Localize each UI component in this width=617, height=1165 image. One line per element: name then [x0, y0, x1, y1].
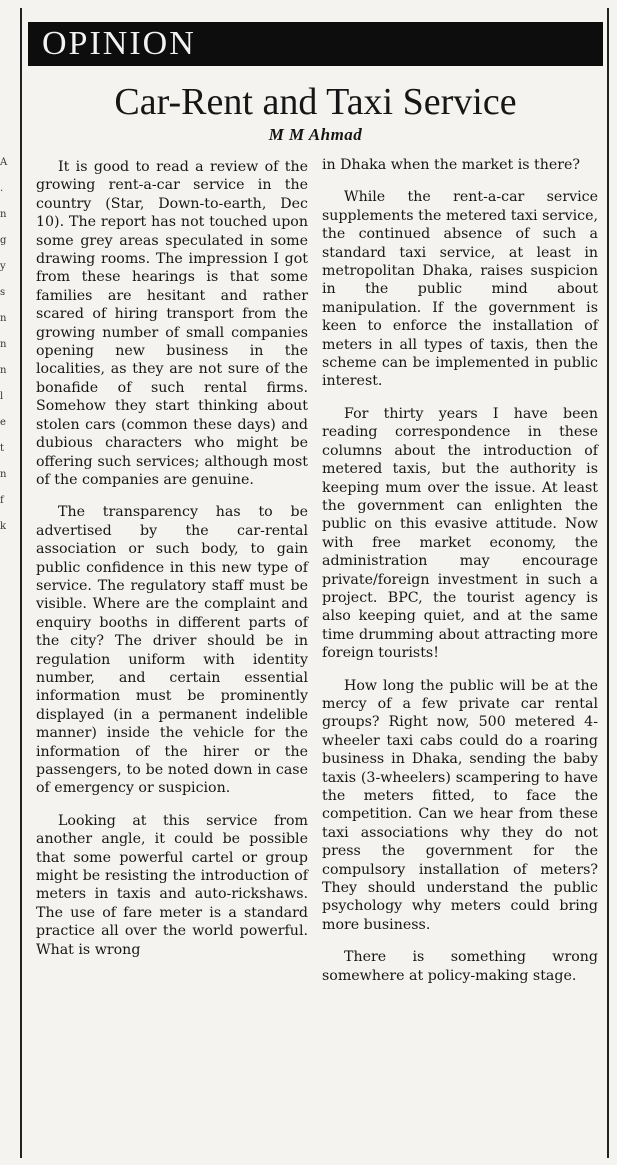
paragraph: The transparency has to be advertised by the car-rental association or such body, to gain public confidence in this new type of service. The regulatory staff must be visible. Where are the complaint and enquiry booths in different parts of the city? The driver should be in regulation uniform with identity number, and certain essential information must be prominently displayed (in a permanent indelible manner) inside the vehicle for the information of the hirer or the passengers, to be noted down in case of emergency or suspicion.	[36, 504, 308, 797]
margin-fragment: f	[0, 495, 4, 506]
margin-fragment: n	[0, 339, 7, 350]
paragraph: There is something wrong somewhere at policy-making stage.	[322, 949, 598, 984]
margin-fragment: s	[0, 287, 6, 298]
margin-fragment: .	[0, 183, 4, 194]
article-column-right	[322, 156, 598, 999]
article-column-left	[36, 158, 308, 973]
section-label: OPINION	[42, 25, 196, 62]
margin-fragment: k	[0, 521, 7, 532]
margin-fragment: e	[0, 417, 6, 428]
margin-fragment: l	[0, 391, 4, 402]
section-banner	[28, 22, 603, 66]
paragraph: It is good to read a review of the growing rent-a-car service in the country (Star, Down-to-earth, Dec 10). The report has not touched upon some grey areas speculated in some drawing rooms. The impression I got from these hearings is that some families are hesitant and rather scared of hiring transport from the growing number of small companies opening new business in the localities, as they are not sure of the bonafide of such rental firms. Somehow they start thinking about stolen cars (common these days) and dubious characters who might be offering such services; although most of the companies are genuine.	[36, 159, 308, 488]
article-byline: M M Ahmad	[268, 125, 363, 144]
paragraph: Looking at this service from another angle, it could be possible that some powerful cartel or group might be resisting the introduction of meters in taxis and auto-rickshaws. The use of fare meter is a standard practice all over the world powerful. What is wrong	[36, 812, 308, 958]
paragraph: For thirty years I have been reading correspondence in these columns about the introduction of metered taxis, but the authority is keeping mum over the issue. At least the government can enlighten the public on this evasive attitude. Now with free market economy, the administration may encourage private/foreign investment in such a project. BPC, the tourist agency is also keeping quiet, and at the same time drumming about attracting more foreign tourists!	[322, 405, 598, 662]
margin-fragment: y	[0, 261, 6, 272]
margin-fragment: n	[0, 365, 7, 376]
margin-fragment: n	[0, 469, 7, 480]
margin-fragment: A	[0, 157, 8, 168]
left-margin-fragments	[0, 150, 16, 1050]
margin-fragment: g	[0, 235, 7, 246]
paragraph: How long the public will be at the mercy of a few private car rental groups? Right now, 500 metered 4-wheeler taxi cabs could do a roaring business in Dhaka, sending the baby taxis (3-wheelers) scampering to have the meters fitted, to face the competition. Can we hear from these taxi associations why they do not press the government for the compulsory installation of meters? They should understand the public psychology why meters could bring more business.	[322, 677, 598, 933]
paragraph: While the rent-a-car service supplements the metered taxi service, the continued absence of such a standard taxi service, at least in metropolitan Dhaka, raises suspicion in the public mind about manipulation. If the government is keen to enforce the installation of meters in all types of taxis, then the scheme can be implemented in public interest.	[322, 189, 598, 390]
article-headline: Car-Rent and Taxi Service	[114, 81, 517, 123]
margin-fragment: n	[0, 209, 7, 220]
margin-fragment: t	[0, 443, 5, 454]
paragraph-continuation: in Dhaka when the market is there?	[322, 157, 581, 173]
margin-fragment: n	[0, 313, 7, 324]
